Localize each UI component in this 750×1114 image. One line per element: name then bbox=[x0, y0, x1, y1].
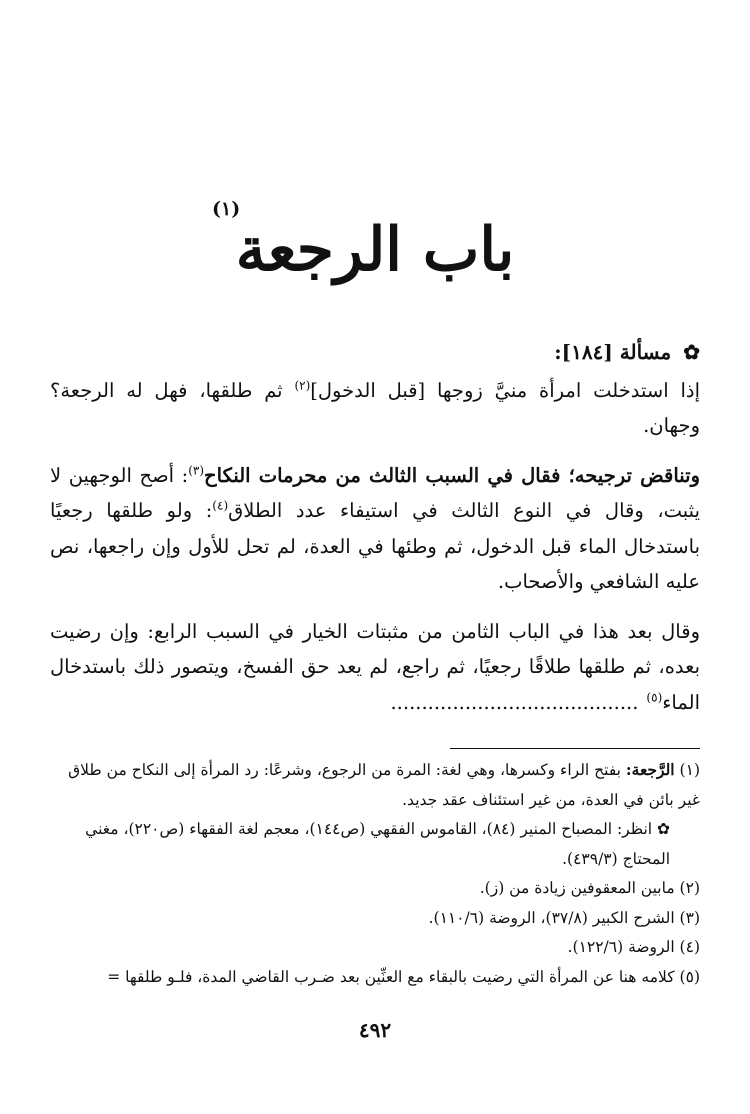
footnote-1-references-text: انظر: المصباح المنير (٨٤)، القاموس الفقهي (ص١٤٤)، معجم لغة الفقهاء (ص٢٢٠)، مغني المحتاج (٤٣٩/٣). bbox=[85, 820, 670, 868]
paragraph-2-lead: وتناقض ترجيحه؛ فقال في السبب الثالث من محرمات النكاح bbox=[204, 463, 700, 487]
paragraph-3 bbox=[50, 614, 700, 721]
footnote-divider bbox=[450, 748, 700, 749]
paragraph-1-text-a: إذا استدخلت امرأة منيَّ زوجها [قبل الدخول] bbox=[310, 378, 700, 402]
paragraph-2 bbox=[50, 458, 700, 600]
paragraph-1 bbox=[50, 373, 700, 444]
footnote-ref-2: (٢) bbox=[294, 378, 311, 392]
footnote-1-term: الرَّجعة: bbox=[625, 760, 675, 779]
paragraph-1-text-b: ثم طلقها، فهل له الرجعة؟ وجهان. bbox=[50, 378, 700, 437]
chapter-heading bbox=[0, 195, 750, 283]
chapter-footnote-marker: (١) bbox=[212, 198, 241, 220]
footnotes bbox=[50, 755, 700, 992]
main-text bbox=[50, 335, 700, 730]
footnote-ref-5: (٥) bbox=[646, 690, 663, 704]
paragraph-2-tail: : ولو طلقها رجعيًا باستدخال الماء قبل الدخول، ثم وطئها في العدة، لم تحل للأول وإن راجعها، نص عليه الشافعي والأصحاب. bbox=[50, 499, 700, 593]
footnote-4: (٤) الروضة (١٢٢/٦). bbox=[567, 938, 700, 956]
footnote-2: (٢) مابين المعقوفين زيادة من (ز). bbox=[479, 879, 700, 897]
paragraph-2-middle: : أصح الوجهين لا يثبت، وقال في النوع الثالث في استيفاء عدد الطلاق bbox=[50, 463, 700, 522]
paragraph-3-text: وقال بعد هذا في الباب الثامن من مثبتات الخيار في السبب الرابع: وإن رضيت بعده، ثم طلقها طلاقًا رجعيًا، ثم راجع، لم يعد حق الفسخ، ويتصور ذلك باستدخال الماء bbox=[50, 619, 700, 714]
footnote-3: (٣) الشرح الكبير (٣٧/٨)، الروضة (١١٠/٦). bbox=[428, 908, 700, 927]
masala-label: مسألة [١٨٤]: bbox=[554, 340, 672, 364]
footnote-1 bbox=[50, 755, 700, 815]
footnote-1-text: بفتح الراء وكسرها، وهي لغة: المرة من الرجوع، وشرعًا: رد المرأة إلى النكاح من طلاق غير بائن في العدة، من غير استئناف عقد جديد. bbox=[68, 761, 700, 809]
page-number: ٤٩٢ bbox=[358, 1018, 392, 1042]
star-icon: ✿ bbox=[683, 340, 700, 364]
footnote-5: (٥) كلامه هنا عن المرأة التي رضيت بالبقاء مع العنِّين بعد ضـرب القاضي المدة، فلـو طلقها = bbox=[107, 967, 700, 986]
footnote-ref-4: (٤) bbox=[212, 498, 229, 513]
masala-heading bbox=[50, 335, 700, 371]
chapter-title: باب الرجعة bbox=[235, 215, 515, 285]
footnote-1-number: (١) bbox=[679, 761, 700, 779]
footnote-ref-3: (٣) bbox=[188, 463, 205, 477]
star-icon: ✿ bbox=[657, 820, 670, 838]
footnote-1-references bbox=[50, 815, 700, 874]
continuation-dots: ........................................ bbox=[390, 690, 639, 714]
